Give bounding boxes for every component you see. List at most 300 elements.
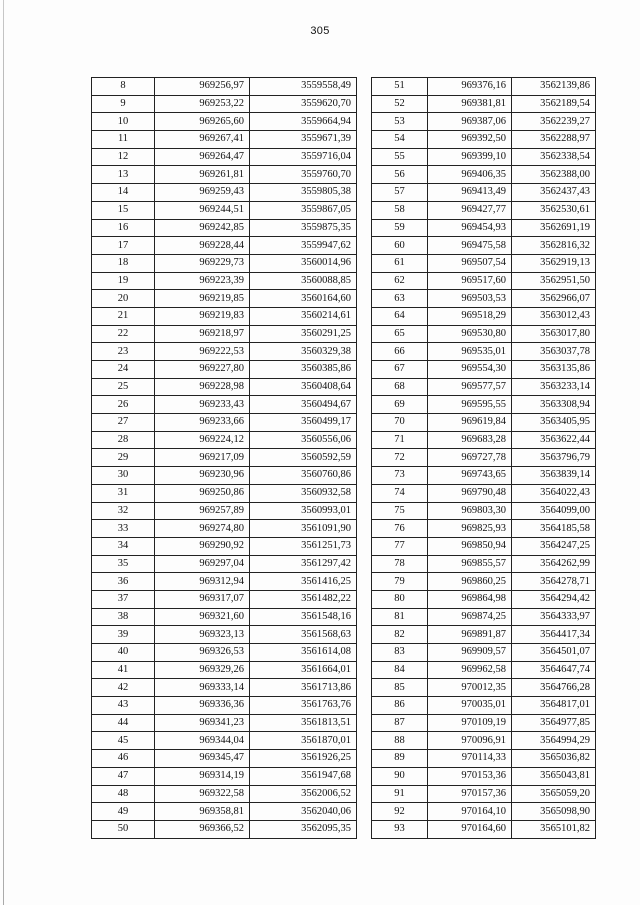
x-coordinate-cell: 969475,58 (428, 237, 512, 255)
y-coordinate-cell: 3560385,86 (250, 361, 357, 379)
x-coordinate-cell: 970157,36 (428, 785, 512, 803)
y-coordinate-cell: 3562288,97 (512, 131, 596, 149)
point-number-cell: 40 (92, 644, 155, 662)
y-coordinate-cell: 3560592,59 (250, 449, 357, 467)
y-coordinate-cell: 3559620,70 (250, 95, 357, 113)
table-row (92, 679, 357, 697)
table-row (372, 608, 596, 626)
point-number-cell: 45 (92, 732, 155, 750)
point-number-cell: 83 (372, 644, 428, 662)
table-row (372, 414, 596, 432)
table-row (372, 537, 596, 555)
y-coordinate-cell: 3560329,38 (250, 343, 357, 361)
x-coordinate-cell: 969507,54 (428, 254, 512, 272)
y-coordinate-cell: 3560499,17 (250, 414, 357, 432)
point-number-cell: 86 (372, 697, 428, 715)
point-number-cell: 29 (92, 449, 155, 467)
table-row (92, 414, 357, 432)
table-row (372, 449, 596, 467)
y-coordinate-cell: 3565043,81 (512, 767, 596, 785)
table-row (92, 520, 357, 538)
x-coordinate-cell: 969503,53 (428, 290, 512, 308)
table-row (92, 555, 357, 573)
table-row (372, 166, 596, 184)
table-row (92, 537, 357, 555)
point-number-cell: 81 (372, 608, 428, 626)
point-number-cell: 69 (372, 396, 428, 414)
y-coordinate-cell: 3562338,54 (512, 148, 596, 166)
table-row (372, 290, 596, 308)
x-coordinate-cell: 969864,98 (428, 590, 512, 608)
point-number-cell: 79 (372, 573, 428, 591)
point-number-cell: 64 (372, 307, 428, 325)
point-number-cell: 82 (372, 626, 428, 644)
table-row (372, 626, 596, 644)
point-number-cell: 8 (92, 78, 155, 96)
y-coordinate-cell: 3564294,42 (512, 590, 596, 608)
table-row (92, 767, 357, 785)
x-coordinate-cell: 969860,25 (428, 573, 512, 591)
table-row (92, 785, 357, 803)
table-row (92, 431, 357, 449)
y-coordinate-cell: 3564262,99 (512, 555, 596, 573)
table-row (92, 184, 357, 202)
y-coordinate-cell: 3561548,16 (250, 608, 357, 626)
y-coordinate-cell: 3559760,70 (250, 166, 357, 184)
y-coordinate-cell: 3559716,04 (250, 148, 357, 166)
point-number-cell: 13 (92, 166, 155, 184)
y-coordinate-cell: 3562388,00 (512, 166, 596, 184)
table-row (372, 378, 596, 396)
point-number-cell: 77 (372, 537, 428, 555)
y-coordinate-cell: 3561947,68 (250, 767, 357, 785)
x-coordinate-cell: 969392,50 (428, 131, 512, 149)
y-coordinate-cell: 3563308,94 (512, 396, 596, 414)
point-number-cell: 50 (92, 820, 155, 838)
point-number-cell: 10 (92, 113, 155, 131)
table-row (372, 502, 596, 520)
y-coordinate-cell: 3559671,39 (250, 131, 357, 149)
point-number-cell: 91 (372, 785, 428, 803)
y-coordinate-cell: 3560993,01 (250, 502, 357, 520)
point-number-cell: 60 (372, 237, 428, 255)
point-number-cell: 87 (372, 714, 428, 732)
point-number-cell: 12 (92, 148, 155, 166)
x-coordinate-cell: 969297,04 (155, 555, 250, 573)
x-coordinate-cell: 969242,85 (155, 219, 250, 237)
x-coordinate-cell: 969341,23 (155, 714, 250, 732)
x-coordinate-cell: 969855,57 (428, 555, 512, 573)
y-coordinate-cell: 3563405,95 (512, 414, 596, 432)
x-coordinate-cell: 969909,57 (428, 644, 512, 662)
table-row (92, 644, 357, 662)
point-number-cell: 58 (372, 201, 428, 219)
table-row (92, 608, 357, 626)
point-number-cell: 49 (92, 803, 155, 821)
point-number-cell: 39 (92, 626, 155, 644)
table-row (92, 573, 357, 591)
x-coordinate-cell: 969790,48 (428, 484, 512, 502)
y-coordinate-cell: 3562095,35 (250, 820, 357, 838)
table-row (92, 95, 357, 113)
y-coordinate-cell: 3564022,43 (512, 484, 596, 502)
table-row (372, 184, 596, 202)
x-coordinate-cell: 969329,26 (155, 661, 250, 679)
y-coordinate-cell: 3564099,00 (512, 502, 596, 520)
table-row (92, 78, 357, 96)
point-number-cell: 42 (92, 679, 155, 697)
table-row (92, 148, 357, 166)
x-coordinate-cell: 969825,93 (428, 520, 512, 538)
point-number-cell: 61 (372, 254, 428, 272)
point-number-cell: 11 (92, 131, 155, 149)
y-coordinate-cell: 3561763,76 (250, 697, 357, 715)
y-coordinate-cell: 3564185,58 (512, 520, 596, 538)
x-coordinate-cell: 969326,53 (155, 644, 250, 662)
y-coordinate-cell: 3564766,28 (512, 679, 596, 697)
y-coordinate-cell: 3561870,01 (250, 732, 357, 750)
table-row (372, 644, 596, 662)
y-coordinate-cell: 3562816,32 (512, 237, 596, 255)
table-row (372, 396, 596, 414)
point-number-cell: 57 (372, 184, 428, 202)
y-coordinate-cell: 3561813,51 (250, 714, 357, 732)
table-row (372, 254, 596, 272)
table-row (372, 732, 596, 750)
y-coordinate-cell: 3560014,96 (250, 254, 357, 272)
y-coordinate-cell: 3563135,86 (512, 361, 596, 379)
point-number-cell: 41 (92, 661, 155, 679)
point-number-cell: 63 (372, 290, 428, 308)
table-row (372, 820, 596, 838)
table-row (92, 131, 357, 149)
table-row (92, 378, 357, 396)
point-number-cell: 54 (372, 131, 428, 149)
x-coordinate-cell: 969333,14 (155, 679, 250, 697)
x-coordinate-cell: 969517,60 (428, 272, 512, 290)
y-coordinate-cell: 3561713,86 (250, 679, 357, 697)
point-number-cell: 28 (92, 431, 155, 449)
table-row (92, 325, 357, 343)
table-row (92, 626, 357, 644)
table-row (372, 484, 596, 502)
y-coordinate-cell: 3560408,64 (250, 378, 357, 396)
y-coordinate-cell: 3561416,25 (250, 573, 357, 591)
point-number-cell: 43 (92, 697, 155, 715)
x-coordinate-cell: 969530,80 (428, 325, 512, 343)
x-coordinate-cell: 969274,80 (155, 520, 250, 538)
point-number-cell: 44 (92, 714, 155, 732)
y-coordinate-cell: 3560164,60 (250, 290, 357, 308)
point-number-cell: 75 (372, 502, 428, 520)
point-number-cell: 46 (92, 750, 155, 768)
x-coordinate-cell: 970153,36 (428, 767, 512, 785)
point-number-cell: 31 (92, 484, 155, 502)
y-coordinate-cell: 3562006,52 (250, 785, 357, 803)
scan-edge-line (3, 0, 4, 905)
x-coordinate-cell: 969230,96 (155, 467, 250, 485)
point-number-cell: 9 (92, 95, 155, 113)
table-row (372, 767, 596, 785)
point-number-cell: 18 (92, 254, 155, 272)
x-coordinate-cell: 969321,60 (155, 608, 250, 626)
point-number-cell: 19 (92, 272, 155, 290)
table-row (372, 148, 596, 166)
x-coordinate-cell: 969344,04 (155, 732, 250, 750)
y-coordinate-cell: 3563037,78 (512, 343, 596, 361)
coordinates-table-right (371, 77, 596, 839)
x-coordinate-cell: 969399,10 (428, 148, 512, 166)
table-row (372, 343, 596, 361)
table-row (92, 820, 357, 838)
x-coordinate-cell: 969250,86 (155, 484, 250, 502)
y-coordinate-cell: 3563233,14 (512, 378, 596, 396)
table-row (372, 201, 596, 219)
y-coordinate-cell: 3561297,42 (250, 555, 357, 573)
point-number-cell: 74 (372, 484, 428, 502)
y-coordinate-cell: 3563017,80 (512, 325, 596, 343)
x-coordinate-cell: 969518,29 (428, 307, 512, 325)
point-number-cell: 85 (372, 679, 428, 697)
table-row (92, 307, 357, 325)
y-coordinate-cell: 3564977,85 (512, 714, 596, 732)
point-number-cell: 35 (92, 555, 155, 573)
table-row (372, 237, 596, 255)
table-row (372, 803, 596, 821)
x-coordinate-cell: 969554,30 (428, 361, 512, 379)
point-number-cell: 22 (92, 325, 155, 343)
point-number-cell: 71 (372, 431, 428, 449)
y-coordinate-cell: 3565036,82 (512, 750, 596, 768)
x-coordinate-cell: 969259,43 (155, 184, 250, 202)
table-row (92, 201, 357, 219)
x-coordinate-cell: 969366,52 (155, 820, 250, 838)
table-row (92, 254, 357, 272)
y-coordinate-cell: 3561091,90 (250, 520, 357, 538)
x-coordinate-cell: 969345,47 (155, 750, 250, 768)
table-row (372, 679, 596, 697)
y-coordinate-cell: 3564333,97 (512, 608, 596, 626)
table-row (372, 78, 596, 96)
point-number-cell: 93 (372, 820, 428, 838)
point-number-cell: 52 (372, 95, 428, 113)
page-number: 305 (310, 25, 330, 37)
table-row (92, 219, 357, 237)
x-coordinate-cell: 969427,77 (428, 201, 512, 219)
y-coordinate-cell: 3561926,25 (250, 750, 357, 768)
table-row (372, 95, 596, 113)
point-number-cell: 38 (92, 608, 155, 626)
point-number-cell: 55 (372, 148, 428, 166)
x-coordinate-cell: 969218,97 (155, 325, 250, 343)
x-coordinate-cell: 970164,10 (428, 803, 512, 821)
x-coordinate-cell: 969323,13 (155, 626, 250, 644)
y-coordinate-cell: 3564278,71 (512, 573, 596, 591)
point-number-cell: 62 (372, 272, 428, 290)
x-coordinate-cell: 969577,57 (428, 378, 512, 396)
x-coordinate-cell: 969256,97 (155, 78, 250, 96)
point-number-cell: 34 (92, 537, 155, 555)
x-coordinate-cell: 969406,35 (428, 166, 512, 184)
table-row (372, 590, 596, 608)
point-number-cell: 70 (372, 414, 428, 432)
table-row (92, 502, 357, 520)
x-coordinate-cell: 970012,35 (428, 679, 512, 697)
y-coordinate-cell: 3562691,19 (512, 219, 596, 237)
point-number-cell: 21 (92, 307, 155, 325)
y-coordinate-cell: 3559805,38 (250, 184, 357, 202)
point-number-cell: 56 (372, 166, 428, 184)
point-number-cell: 17 (92, 237, 155, 255)
point-number-cell: 30 (92, 467, 155, 485)
point-number-cell: 25 (92, 378, 155, 396)
x-coordinate-cell: 969217,09 (155, 449, 250, 467)
table-row (92, 484, 357, 502)
x-coordinate-cell: 969595,55 (428, 396, 512, 414)
y-coordinate-cell: 3560494,67 (250, 396, 357, 414)
y-coordinate-cell: 3565059,20 (512, 785, 596, 803)
point-number-cell: 53 (372, 113, 428, 131)
x-coordinate-cell: 969619,84 (428, 414, 512, 432)
y-coordinate-cell: 3559558,49 (250, 78, 357, 96)
y-coordinate-cell: 3561251,73 (250, 537, 357, 555)
point-number-cell: 67 (372, 361, 428, 379)
x-coordinate-cell: 969265,60 (155, 113, 250, 131)
point-number-cell: 68 (372, 378, 428, 396)
point-number-cell: 92 (372, 803, 428, 821)
y-coordinate-cell: 3562951,50 (512, 272, 596, 290)
y-coordinate-cell: 3564994,29 (512, 732, 596, 750)
y-coordinate-cell: 3563012,43 (512, 307, 596, 325)
y-coordinate-cell: 3562139,86 (512, 78, 596, 96)
table-row (372, 661, 596, 679)
coordinates-table-right-body (372, 78, 596, 839)
point-number-cell: 33 (92, 520, 155, 538)
table-row (92, 803, 357, 821)
table-row (372, 520, 596, 538)
x-coordinate-cell: 969317,07 (155, 590, 250, 608)
table-row (372, 307, 596, 325)
table-row (372, 697, 596, 715)
x-coordinate-cell: 969257,89 (155, 502, 250, 520)
x-coordinate-cell: 969228,44 (155, 237, 250, 255)
table-row (372, 219, 596, 237)
x-coordinate-cell: 969683,28 (428, 431, 512, 449)
y-coordinate-cell: 3559947,62 (250, 237, 357, 255)
x-coordinate-cell: 969267,41 (155, 131, 250, 149)
y-coordinate-cell: 3560214,61 (250, 307, 357, 325)
point-number-cell: 14 (92, 184, 155, 202)
x-coordinate-cell: 969261,81 (155, 166, 250, 184)
x-coordinate-cell: 969743,65 (428, 467, 512, 485)
y-coordinate-cell: 3561664,01 (250, 661, 357, 679)
y-coordinate-cell: 3565098,90 (512, 803, 596, 821)
point-number-cell: 73 (372, 467, 428, 485)
y-coordinate-cell: 3562239,27 (512, 113, 596, 131)
y-coordinate-cell: 3564817,01 (512, 697, 596, 715)
table-row (372, 131, 596, 149)
y-coordinate-cell: 3560760,86 (250, 467, 357, 485)
x-coordinate-cell: 969535,01 (428, 343, 512, 361)
x-coordinate-cell: 970164,60 (428, 820, 512, 838)
y-coordinate-cell: 3564247,25 (512, 537, 596, 555)
x-coordinate-cell: 970109,19 (428, 714, 512, 732)
table-row (92, 714, 357, 732)
y-coordinate-cell: 3562040,06 (250, 803, 357, 821)
point-number-cell: 26 (92, 396, 155, 414)
point-number-cell: 24 (92, 361, 155, 379)
table-row (92, 272, 357, 290)
y-coordinate-cell: 3562437,43 (512, 184, 596, 202)
table-row (92, 396, 357, 414)
x-coordinate-cell: 969219,83 (155, 307, 250, 325)
point-number-cell: 47 (92, 767, 155, 785)
y-coordinate-cell: 3563622,44 (512, 431, 596, 449)
x-coordinate-cell: 969290,92 (155, 537, 250, 555)
table-row (92, 237, 357, 255)
point-number-cell: 65 (372, 325, 428, 343)
point-number-cell: 51 (372, 78, 428, 96)
point-number-cell: 76 (372, 520, 428, 538)
x-coordinate-cell: 969874,25 (428, 608, 512, 626)
y-coordinate-cell: 3561568,63 (250, 626, 357, 644)
y-coordinate-cell: 3561614,08 (250, 644, 357, 662)
x-coordinate-cell: 969264,47 (155, 148, 250, 166)
point-number-cell: 37 (92, 590, 155, 608)
coordinates-table-left (91, 77, 357, 839)
table-row (372, 361, 596, 379)
table-row (92, 166, 357, 184)
table-row (92, 467, 357, 485)
point-number-cell: 27 (92, 414, 155, 432)
x-coordinate-cell: 969891,87 (428, 626, 512, 644)
y-coordinate-cell: 3563796,79 (512, 449, 596, 467)
x-coordinate-cell: 970096,91 (428, 732, 512, 750)
table-row (372, 431, 596, 449)
table-row (92, 732, 357, 750)
point-number-cell: 80 (372, 590, 428, 608)
table-row (372, 555, 596, 573)
x-coordinate-cell: 969413,49 (428, 184, 512, 202)
x-coordinate-cell: 969358,81 (155, 803, 250, 821)
point-number-cell: 90 (372, 767, 428, 785)
table-row (92, 661, 357, 679)
y-coordinate-cell: 3564647,74 (512, 661, 596, 679)
y-coordinate-cell: 3565101,82 (512, 820, 596, 838)
x-coordinate-cell: 969219,85 (155, 290, 250, 308)
x-coordinate-cell: 969312,94 (155, 573, 250, 591)
x-coordinate-cell: 969803,30 (428, 502, 512, 520)
x-coordinate-cell: 969850,94 (428, 537, 512, 555)
x-coordinate-cell: 969224,12 (155, 431, 250, 449)
y-coordinate-cell: 3562966,07 (512, 290, 596, 308)
y-coordinate-cell: 3564417,34 (512, 626, 596, 644)
x-coordinate-cell: 969227,80 (155, 361, 250, 379)
table-row (92, 290, 357, 308)
x-coordinate-cell: 969336,36 (155, 697, 250, 715)
point-number-cell: 72 (372, 449, 428, 467)
y-coordinate-cell: 3562919,13 (512, 254, 596, 272)
point-number-cell: 36 (92, 573, 155, 591)
x-coordinate-cell: 969229,73 (155, 254, 250, 272)
table-row (372, 750, 596, 768)
y-coordinate-cell: 3562530,61 (512, 201, 596, 219)
table-row (372, 785, 596, 803)
table-row (92, 697, 357, 715)
x-coordinate-cell: 970114,33 (428, 750, 512, 768)
x-coordinate-cell: 969233,43 (155, 396, 250, 414)
x-coordinate-cell: 969244,51 (155, 201, 250, 219)
